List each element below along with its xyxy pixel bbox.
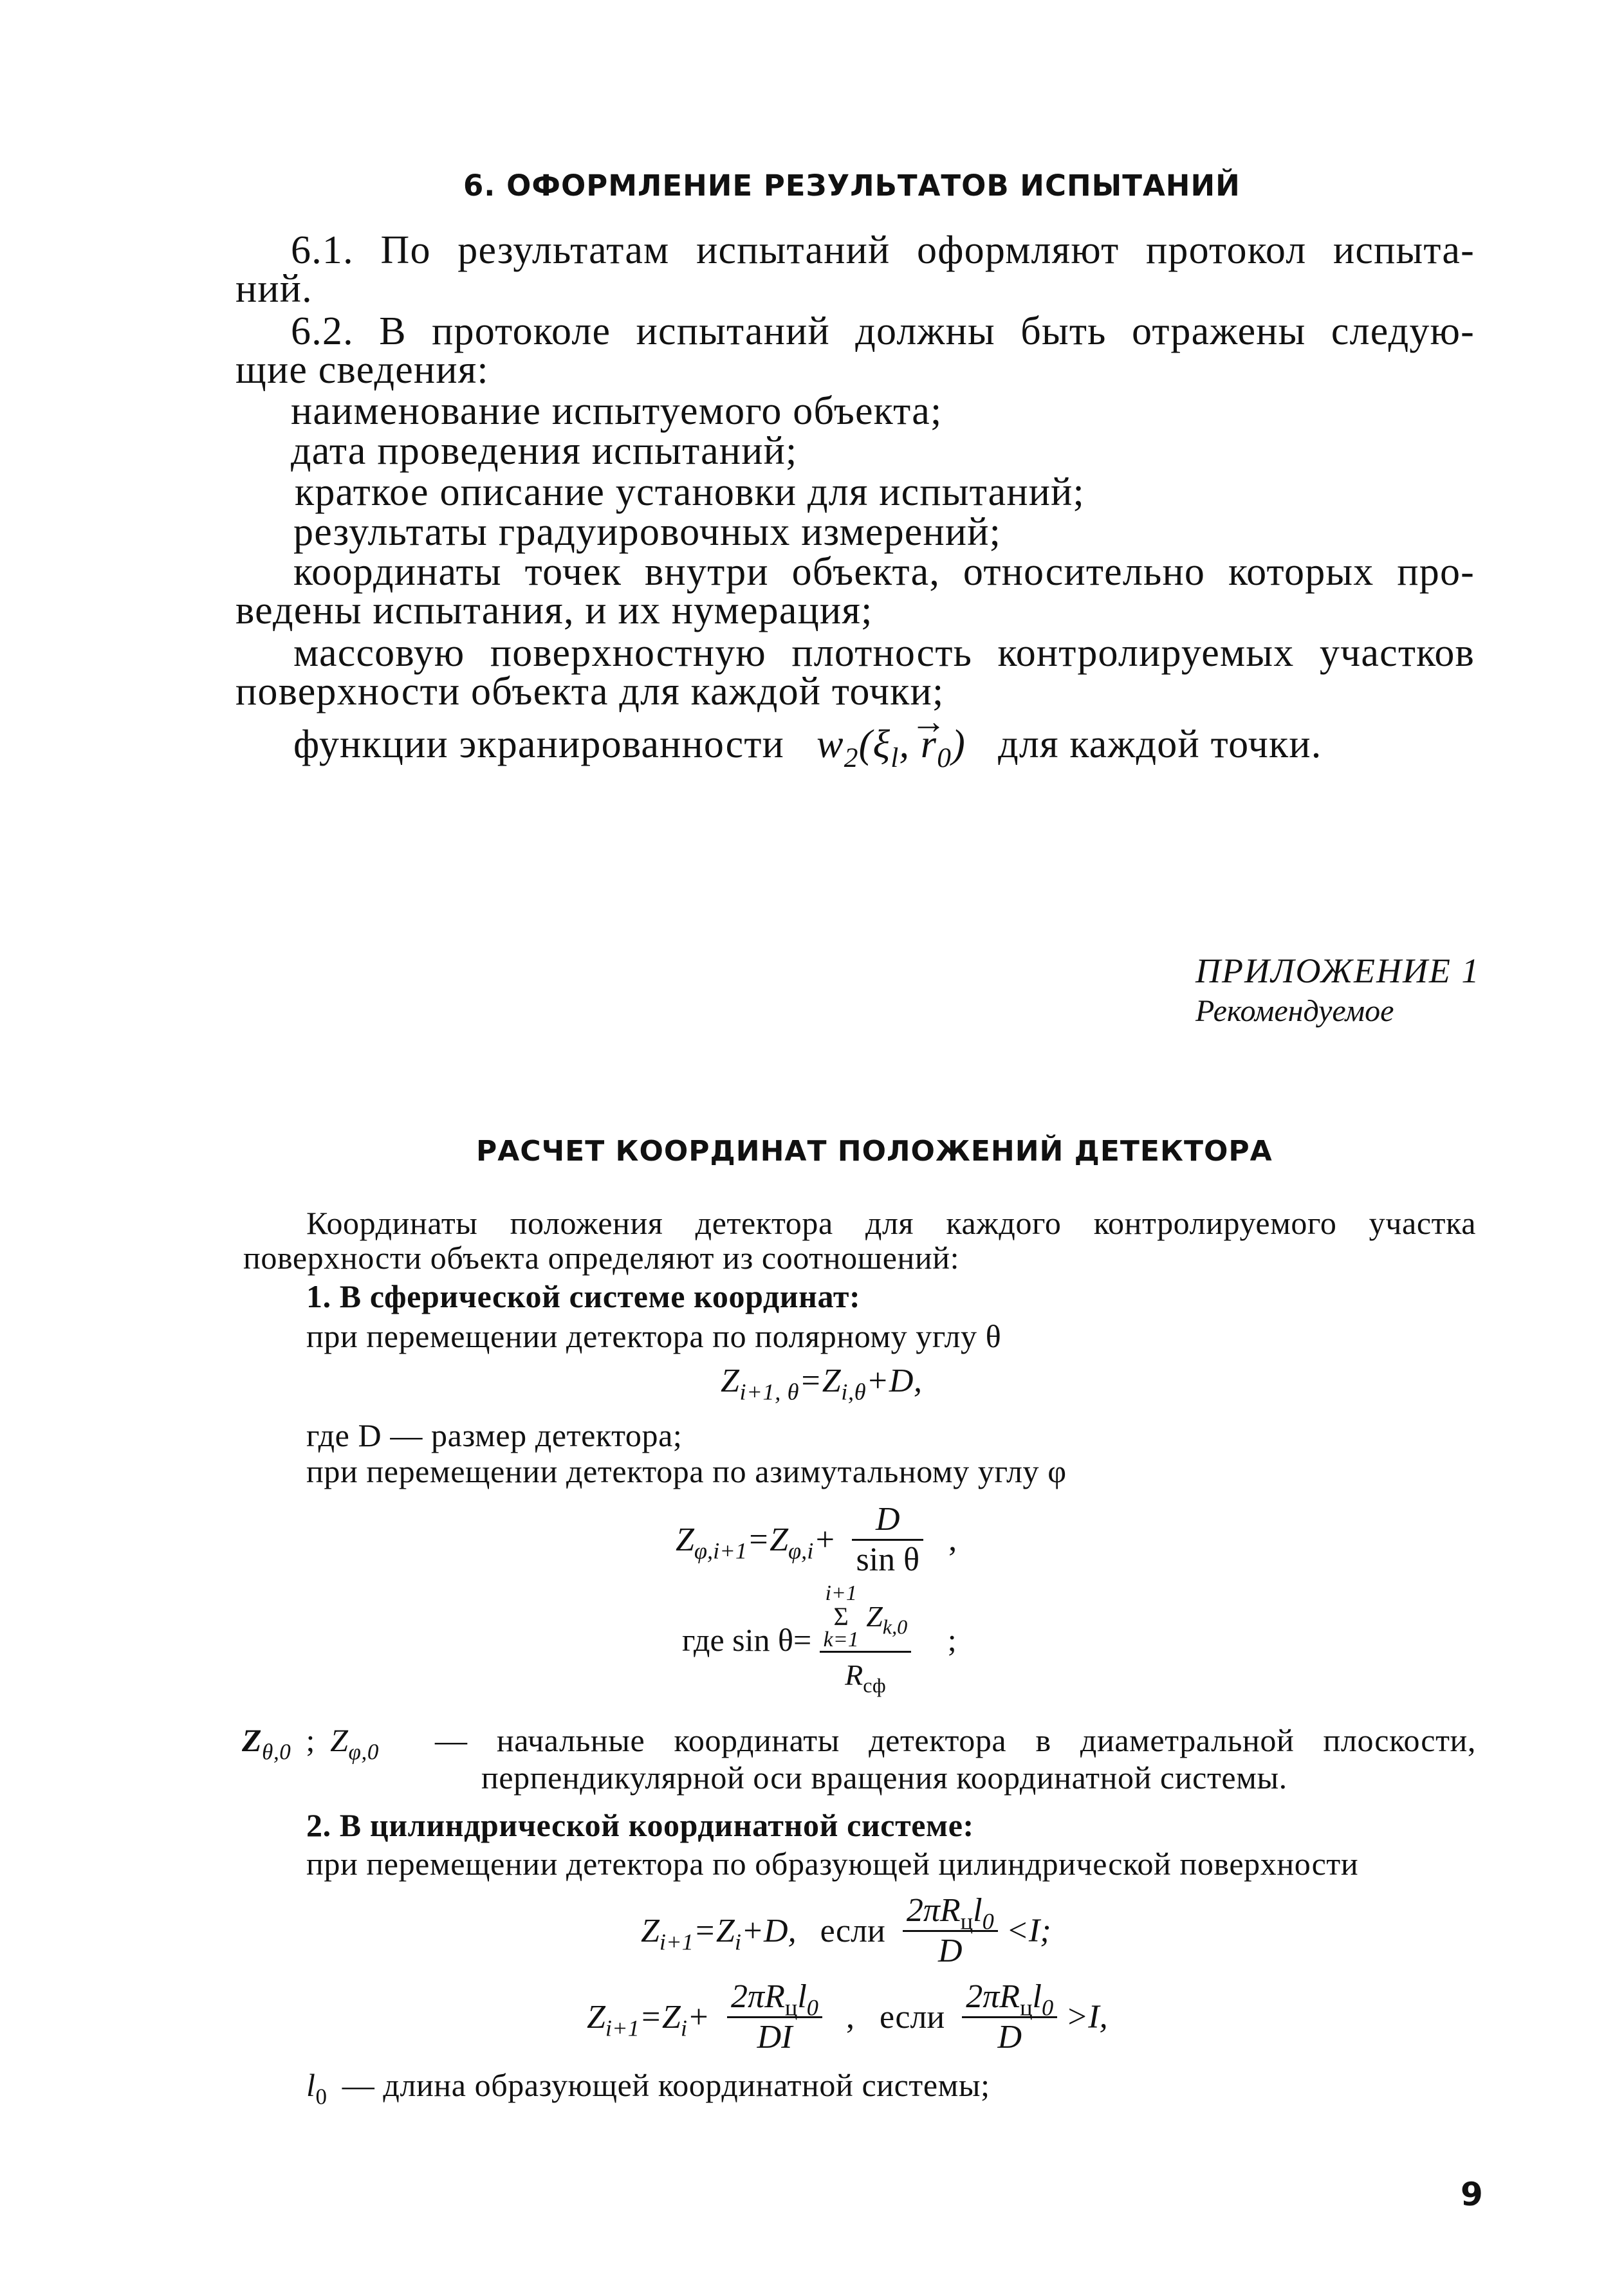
eq-symbol: =Z	[693, 1912, 735, 1949]
formula-symbol: )	[952, 722, 966, 766]
eq-text: где sin θ=	[682, 1622, 812, 1658]
eq-symbol: 2πR	[966, 1978, 1020, 2015]
fraction-denominator: sin θ	[852, 1539, 923, 1579]
initial-coordinates-desc-line2: перпендикулярной оси вращения координатной системы.	[481, 1760, 1287, 1796]
eq-symbol: Z	[676, 1521, 694, 1558]
eq-subscript: φ,i+1	[694, 1538, 748, 1564]
fraction-numerator: D	[875, 1501, 900, 1538]
eq-symbol: +D,	[741, 1912, 797, 1949]
eq-symbol: =Z	[639, 1998, 681, 2036]
eq-symbol: l	[973, 1892, 983, 1929]
sum-operator	[824, 1583, 859, 1651]
fraction	[852, 1500, 923, 1579]
sum-symbol: Σ	[833, 1602, 849, 1631]
eq-subscript: i+1, θ	[739, 1379, 800, 1405]
eq-symbol: l	[1032, 1978, 1042, 2015]
eq-symbol: Z	[587, 1998, 605, 2036]
eq-symbol: Z	[242, 1722, 263, 1758]
body-text: при перемещении детектора по азимутальному углу φ	[306, 1453, 1067, 1489]
fraction-denominator	[820, 1651, 912, 1697]
body-text: где D — размер детектора;	[306, 1417, 683, 1453]
eq-subscript: θ,0	[262, 1739, 291, 1765]
subsection-heading: 1. В сферической системе координат:	[306, 1278, 861, 1314]
eq-subscript: i	[734, 1929, 741, 1955]
fraction-denominator: DI	[727, 2016, 822, 2057]
eq-text: если	[880, 1998, 945, 2036]
fraction-denominator: D	[903, 1930, 998, 1971]
fraction-numerator	[727, 1978, 822, 2021]
appendix-heading: РАСЧЕТ КООРДИНАТ ПОЛОЖЕНИЙ ДЕТЕКТОРА	[476, 1135, 1273, 1168]
eq-symbol: +	[813, 1521, 836, 1558]
item-text: функции экранированности	[293, 722, 785, 766]
list-item-continuation: ведены испытания, и их нумерация;	[235, 589, 873, 632]
fraction	[820, 1581, 912, 1697]
eq-subscript: 0	[982, 1908, 994, 1935]
eq-subscript: ц	[784, 1994, 798, 2021]
list-item: краткое описание установки для испытаний;	[295, 470, 1085, 514]
list-item: результаты градуировочных измерений;	[293, 510, 1002, 554]
item-text: для каждой точки.	[998, 722, 1322, 766]
section-heading: 6. ОФОРМЛЕНИЕ РЕЗУЛЬТАТОВ ИСПЫТАНИЙ	[463, 169, 1241, 203]
eq-symbol: +D,	[866, 1363, 923, 1399]
eq-subscript: i+1	[659, 1929, 694, 1955]
appendix-intro-line2: поверхности объекта определяют из соотношений:	[243, 1240, 960, 1276]
body-text: при перемещении детектора по полярному углу θ	[306, 1318, 1002, 1354]
list-item: координаты точек внутри объекта, относительно которых про-	[293, 550, 1475, 594]
appendix-status: Рекомендуемое	[1195, 994, 1394, 1028]
sum-term	[866, 1600, 908, 1639]
fraction-numerator	[820, 1583, 912, 1651]
eq-symbol: ;	[306, 1722, 316, 1758]
paragraph-6-2-line2: щие сведения:	[235, 348, 489, 392]
eq-subscript: ц	[960, 1908, 973, 1935]
eq-subscript: 0	[806, 1994, 818, 2021]
eq-symbol: Z	[721, 1363, 740, 1399]
fraction	[727, 1978, 822, 2057]
fraction	[962, 1978, 1057, 2057]
initial-coordinates	[242, 1722, 379, 1765]
eq-symbol: +	[687, 1998, 710, 2036]
page-number: 9	[1461, 2176, 1483, 2213]
eq-subscript: i+1	[605, 2015, 640, 2041]
eq-symbol: =Z	[747, 1521, 789, 1558]
formula-subscript: l	[890, 742, 900, 774]
eq-subscript: i,θ	[841, 1379, 867, 1405]
appendix-intro-line1: Координаты положения детектора для каждого контролируемого участка	[306, 1205, 1476, 1241]
l0-definition	[306, 2067, 990, 2110]
list-item-continuation: поверхности объекта для каждой точки;	[235, 670, 945, 713]
eq-symbol: l	[797, 1978, 807, 2015]
paragraph-6-1-line2: ний.	[235, 267, 313, 311]
sum-upper-limit: i+1	[825, 1581, 857, 1605]
eq-subscript: i	[680, 2015, 687, 2041]
paragraph-6-1-line1: 6.1. По результатам испытаний оформляют протокол испыта-	[291, 228, 1475, 272]
fraction-denominator: D	[962, 2016, 1057, 2057]
eq-symbol: ,	[948, 1521, 957, 1558]
eq-subscript: φ,0	[348, 1739, 379, 1765]
formula-symbol: w	[817, 722, 844, 766]
formula-symbol: (ξ	[858, 722, 891, 766]
list-item-shielding-function	[293, 722, 1322, 774]
fraction-numerator	[903, 1891, 998, 1935]
eq-symbol: Z	[330, 1722, 349, 1758]
equation-cyl-2	[587, 1978, 1108, 2057]
eq-subscript: ц	[1020, 1994, 1033, 2021]
equation-azimuth	[676, 1500, 957, 1579]
eq-symbol: >I,	[1066, 1998, 1108, 2036]
list-item: наименование испытуемого объекта;	[291, 389, 943, 433]
fraction-numerator	[962, 1978, 1057, 2021]
eq-subscript: φ,i	[788, 1538, 814, 1564]
eq-symbol: Z	[866, 1600, 883, 1633]
equation-cyl-1	[641, 1891, 1051, 1971]
eq-symbol: <I;	[1006, 1912, 1051, 1949]
eq-text: — длина образующей координатной системы;	[342, 2067, 990, 2103]
fraction	[903, 1891, 998, 1971]
body-text: при перемещении детектора по образующей цилиндрической поверхности	[306, 1846, 1359, 1882]
appendix-label: ПРИЛОЖЕНИЕ 1	[1195, 952, 1481, 990]
eq-subscript: 0	[1042, 1994, 1054, 2021]
vector-symbol: → r	[921, 724, 937, 764]
eq-subscript: k,0	[882, 1615, 908, 1639]
subsection-heading: 2. В цилиндрической координатной системе:	[306, 1807, 974, 1843]
paragraph-6-2-line1: 6.2. В протоколе испытаний должны быть отражены следую-	[291, 309, 1475, 353]
eq-symbol: Z	[641, 1912, 660, 1949]
list-item: массовую поверхностную плотность контролируемых участков	[293, 631, 1475, 675]
list-item: дата проведения испытаний;	[291, 429, 798, 473]
initial-coordinates-desc-line1: — начальные координаты детектора в диаметральной плоскости,	[435, 1722, 1476, 1758]
sum-lower-limit: k=1	[823, 1628, 859, 1651]
formula-subscript: 2	[844, 742, 859, 774]
eq-symbol: ,	[846, 1998, 854, 2036]
eq-symbol: =Z	[799, 1363, 842, 1399]
eq-subscript: сф	[863, 1673, 886, 1697]
eq-symbol: 2πR	[731, 1978, 785, 2015]
eq-symbol: l	[306, 2067, 316, 2103]
eq-symbol: 2πR	[906, 1892, 961, 1929]
eq-symbol: ;	[947, 1622, 957, 1658]
equation-sin-theta	[682, 1581, 957, 1697]
eq-subscript: 0	[315, 2084, 328, 2110]
eq-text: если	[820, 1912, 885, 1949]
equation-polar	[721, 1363, 923, 1405]
eq-symbol: R	[845, 1659, 863, 1691]
shielding-formula: $w_2(\xi_l$, → $r_0$)	[817, 722, 966, 766]
formula-subscript: 0	[937, 742, 952, 774]
